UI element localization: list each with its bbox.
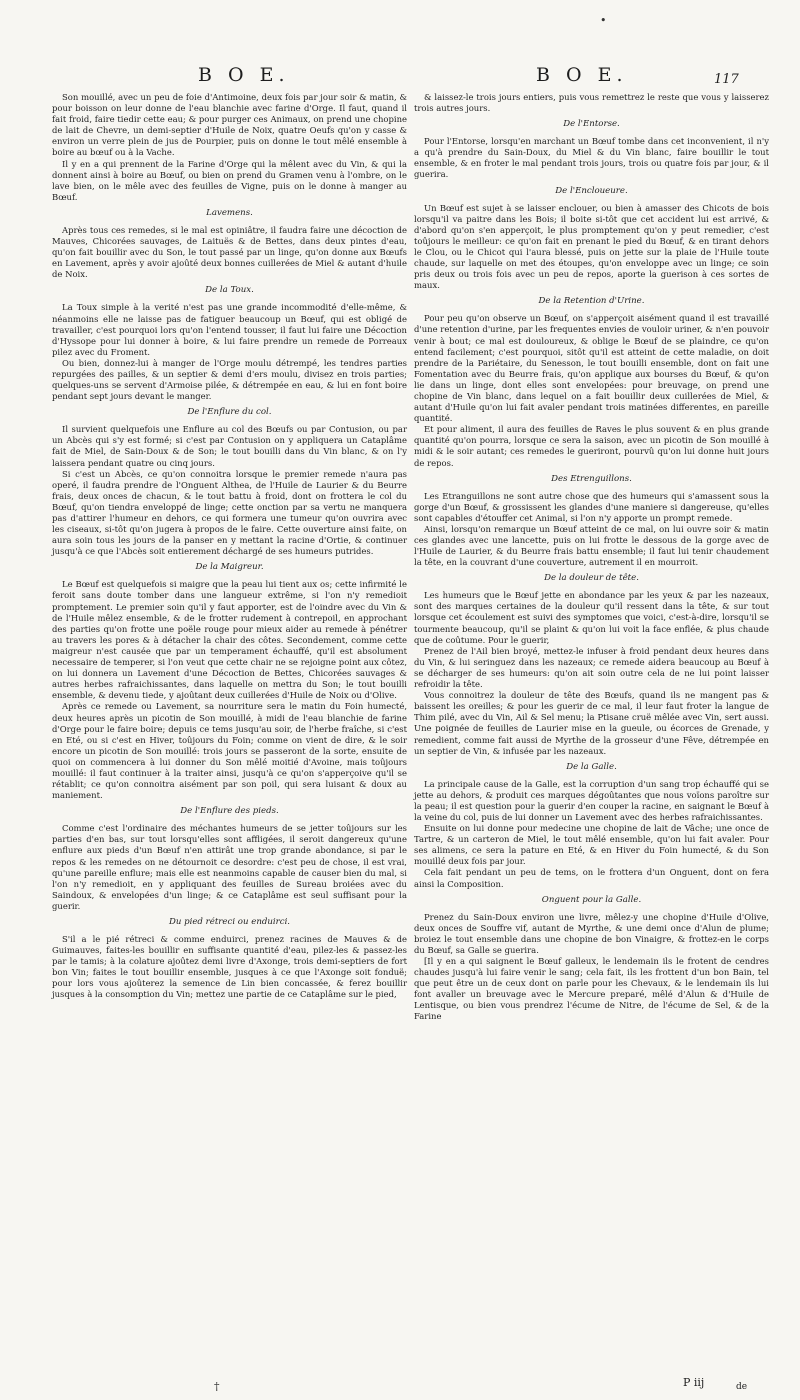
section-heading: De l'Entorse.: [563, 119, 620, 130]
section-heading: De la Retention d'Urine.: [538, 296, 645, 307]
paragraph: Les Etranguillons ne sont autre chose que des humeurs qui s'amassent sous la gorge d'un Bœuf, & grossissent les glandes d'une maniere si dangereuse, qu'elles sont capables d'étouffer cet Animal, si l'on n'y apporte un prompt remede.: [414, 490, 769, 523]
paragraph: Pour peu qu'on observe un Bœuf, on s'apperçoit aisément quand il est travaillé d'une retention d'urine, par les frequentes envies de vouloir uriner, & n'en pouvoir venir à bout; ce mal est douloureux, & oblige le Bœuf de se plaindre, ce qu'on entend facilement; c'est pourquoi, sitôt qu'il est atteint de cette maladie, on doit prendre de la Pariétaire, du Senesson, le tout bouilli ensemble, dont on fait une Fomentation avec du Beurre frais, qu'on applique aux bourses du Bœuf, & qu'on lie dans un linge, dont elles sont envelopées: pour breuvage, on prend une chopine de Vin blanc, dans lequel on a fait bouillir deux cuillerées de Miel, & autant d'Huile qu'on lui fait avaler pendant trois matinées differentes, en pareille quantité.: [414, 313, 769, 424]
paragraph: Le Bœuf est quelquefois si maigre que la peau lui tient aux os; cette infirmité le feroit sans doute tomber dans une langueur extrême, si l'on n'y remedioit promptement. Le premier soin qu'il y faut apporter, est de l'oindre avec du Vin & de l'Huile mêlez ensemble, & de le frotter rudement à contrepoil, en approchant des parties qu'on frotte une poële rouge pour mieux aider au remede à pénétrer au travers les pores & à détacher la chair des côtes. Secondement, comme cette maigreur n'est causée que par un temperament échauffé, qu'il est absolument necessaire de temperer, si l'on veut que cette chair ne se rejoigne point aux côtez, on lui donnera un Lavement d'une Décoction de Bettes, Chicorées sauvages & autres herbes rafraichissantes, dans laquelle on mettra du Son; le tout bouilli ensemble, & devenu tiede, y ajoûtant deux cuillerées d'Huile de Noix ou d'Olive.: [52, 579, 407, 701]
paragraph: Il y en a qui prennent de la Farine d'Orge qui la mêlent avec du Vin, & qui la donnent ainsi à boire au Bœuf, ou bien on prend du Gramen venu à l'ombre, on le lave bien, on le mêle avec des feuilles de Vigne, puis on le donne à manger au Bœuf.: [52, 158, 407, 202]
page-number: 117: [714, 72, 739, 87]
section-heading: Onguent pour la Galle.: [541, 894, 642, 905]
paragraph: Son mouillé, avec un peu de foie d'Antimoine, deux fois par jour soir & matin, & pour boisson on leur donne de l'eau blanchie avec farine d'Orge. Il faut, quand il fait froid, faire tiedir cette eau; & pour purger ces Animaux, on prend une chopine de lait de Chevre, un demi-septier d'Huile de Noix, quatre Oeufs qu'on y casse & environ un verre plein de jus de Pourpier, puis on donne le tout mêlé ensemble à boire au bœuf ou à la Vache.: [52, 92, 407, 158]
section-heading: De la douleur de tête.: [544, 573, 639, 584]
paragraph: Cela fait pendant un peu de tems, on le frottera d'un Onguent, dont on fera ainsi la Composition.: [414, 867, 769, 889]
section-heading: Du pied rétreci ou enduirci.: [168, 917, 291, 927]
paragraph: Ainsi, lorsqu'on remarque un Bœuf atteint de ce mal, on lui ouvre soir & matin ces glandes avec une lancette, puis on lui frotte le dessous de la gorge avec de l'Huile de Laurier, & du Beurre frais battu ensemble; il faut lui tenir chaudement la tête, en la couvrant d'une couverture, autrement il en mourroit.: [414, 523, 769, 568]
section-heading: De la Galle.: [566, 761, 617, 772]
section-heading: De la Toux.: [205, 285, 254, 296]
paragraph: S'il a le pié rétreci & comme enduirci, prenez racines de Mauves & de Guimauves, faites-les bouillir en suffisante quantité d'eau, pilez-les & passez-les par le tamis; à la colature ajoûtez demi livre d'Axonge, trois demi-septiers de fort bon Vin; faites le tout bouillir ensemble, jusques à ce que l'Axonge soit fonduë; pour lors vous ajoûterez la semence de Lin bien concassée, & ferez bouillir jusques à la consomption du Vin; mettez une partie de ce Cataplâme sur le pied,: [52, 934, 407, 1000]
paragraph: & laissez-le trois jours entiers, puis vous remettrez le reste que vous y laisserez trois autres jours.: [414, 92, 769, 114]
paragraph: Il survient quelquefois une Enflure au col des Bœufs ou par Contusion, ou par un Abcès qui s'y est formé; si c'est par Contusion on y appliquera un Cataplâme fait de Miel, de Sain-Doux & de Son; le tout bouilli dans du Vin blanc, & on l'y laissera pendant quatre ou cinq jours.: [52, 424, 407, 468]
paragraph: Ou bien, donnez-lui à manger de l'Orge moulu détrempé, les tendres parties repurgées des pailles, & un septier & demi d'ers moulu, divisez en trois parties; quelques-uns se servent d'Armoise pilée, & détrempée en eau, & lui en font boire pendant sept jours devant le manger.: [52, 357, 407, 402]
paragraph: La principale cause de la Galle, est la corruption d'un sang trop échauffé qui se jette au dehors, & produit ces marques dégoûtantes que nous voïons paroître sur la peau; il est question pour la guerir d'en couper la racine, en saignant le Bœuf à la veine du col, puis de lui donner un Lavement avec des herbes rafraichissantes.: [414, 778, 769, 822]
paragraph: Ensuite on lui donne pour medecine une chopine de lait de Vâche; une once de Tartre, & un carteron de Miel, le tout mêlé ensemble, qu'on lui fait avaler. Pour ses alimens, ce sera la pature en Eté, & en Hiver du Foin humecté, & du Son mouillé deux fois par jour.: [414, 823, 769, 867]
catchword: de: [736, 1382, 748, 1392]
paragraph: La Toux simple à la verité n'est pas une grande incommodité d'elle-même, & néanmoins elle ne laisse pas de fatiguer beaucoup un Bœuf, qui est obligé de travailler, c'est pourquoi lors qu'on l'entend tousser, il faut lui faire une Décoction d'Hyssope pour lui donner à boire, & lui faire prendre un remede de Porreaux pilez avec du Froment.: [52, 302, 407, 357]
paragraph: Un Bœuf est sujet à se laisser enclouer, ou bien à amasser des Chicots de bois lorsqu'il va paitre dans les Bois; il boite si-tôt que cet accident lui est arrivé, & d'abord qu'on s'en apperçoit, le plus promptement qu'on y peut remedier, c'est toûjours le meilleur: ce qu'on fait en prenant le pied du Bœuf, & en tirant dehors le Clou, ou le Chicot qui l'aura blessé, puis on jette sur la plaie de l'Huile toute chaude, sur laquelle on met des étoupes, qu'on enveloppe avec un linge; ce soin pris deux ou trois fois avec un peu de repos, aporte la guerison à ces sortes de maux.: [414, 202, 769, 291]
running-head-left: B O E.: [198, 64, 290, 86]
paragraph: Prenez du Sain-Doux environ une livre, mêlez-y une chopine d'Huile d'Olive, deux onces de Souffre vif, autant de Myrthe, & une demi once d'Alun de plume; broiez le tout ensemble dans une chopine de bon Vinaigre, & frottez-en le corps du Bœuf, sa Galle se guerira.: [414, 911, 769, 955]
bottom-ornament-mark: †: [214, 1380, 220, 1393]
paragraph: Après tous ces remedes, si le mal est opiniâtre, il faudra faire une décoction de Mauves, Chicorées sauvages, de Laituës & de Bettes, dans deux pintes d'eau, qu'on fait bouillir avec du Son, le tout passé par un linge, qu'on donne aux Bœufs en Lavement, après y avoir ajoûté deux bonnes cuillerées de Miel & autant d'huile de Noix.: [52, 224, 407, 280]
section-heading: De l'Enflure du col.: [187, 407, 272, 418]
paragraph: [Il y en a qui saignent le Bœuf galleux, le lendemain ils le frotent de cendres chaudes jusqu'à lui faire venir le sang; cela fait, ils les frottent d'un bon Bain, tel que peut être un de ceux dont on parle pour les Chevaux, & le lendemain ils lui font avaller un breuvage avec le Mercure preparé, mêlé d'Alun & d'Huile de Lentisque, ou bien vous prendrez l'écume de Nitre, de l'écume de Sel, & de la Farine: [414, 956, 769, 1022]
paragraph: Les humeurs que le Bœuf jette en abondance par les yeux & par les nazeaux, sont des marques certaines de la douleur qu'il ressent dans la tête, & sur tout lorsque cet écoulement est suivi des symptomes que voici, c'est-à-dire, lorsqu'il se tourmente beaucoup, qu'il se plaint & qu'on lui voit la face enflée, & plus chaude que de coûtume. Pour le guerir,: [414, 590, 769, 645]
paragraph: Comme c'est l'ordinaire des méchantes humeurs de se jetter toûjours sur les parties d'en bas, sur tout lorsqu'elles sont affligées, il seroit dangereux qu'une enflure aux pieds d'un Bœuf n'en attirât une trop grande abondance, si par le repos & les remedes on ne détournoit ce desordre: c'est peu de chose, il est vrai, qu'une pareille enflure; mais elle est neanmoins capable de causer bien du mal, si l'on n'y remedioit, en y appliquant des feuilles de Sureau broiées avec du Saindoux, & envelopées d'un linge; & ce Cataplâme est seul suffisant pour la guerir.: [52, 823, 407, 911]
top-ornament-mark: •: [600, 14, 607, 27]
left-text-column: [52, 92, 407, 1001]
right-text-column: [414, 92, 769, 1023]
section-heading: Des Etrenguillons.: [551, 473, 632, 484]
running-head-right: B O E.: [536, 64, 628, 86]
section-heading: Lavemens.: [206, 207, 253, 218]
paragraph: Si c'est un Abcès, ce qu'on connoitra lorsque le premier remede n'aura pas operé, il faudra prendre de l'Onguent Althea, de l'Huile de Laurier & du Beurre frais, deux onces de chacun, & le tout battu à froid, dont on frottera le col du Bœuf, qu'on tiendra enveloppé de linge; cette onction par sa vertu ne manquera pas d'attirer l'humeur en dehors, ce qui formera une tumeur qu'on ouvrira avec les ciseaux, si-tôt qu'on jugera à propos de le faire. Cette ouverture ainsi faite, on aura soin tous les jours de la panser en y mettant la racine d'Ortie, & continuer jusqu'à ce que l'Abcès soit entierement déchargé de ses humeurs putrides.: [52, 468, 407, 557]
paragraph: Et pour aliment, il aura des feuilles de Raves le plus souvent & en plus grande quantité qu'on pourra, lorsque ce sera la saison, avec un picotin de Son mouillé à midi & le soir autant; ces remedes le gueriront, pourvû qu'on lui donne huit jours de repos.: [414, 424, 769, 468]
section-heading: De la Maigreur.: [195, 562, 264, 573]
section-heading: De l'Encloueure.: [555, 185, 628, 196]
paragraph: Après ce remede ou Lavement, sa nourriture sera le matin du Foin humecté, deux heures après un picotin de Son mouillé, à midi de l'eau blanchie de farine d'Orge pour le faire boire; depuis ce tems jusqu'au soir, de l'herbe fraîche, si c'est en Eté, ou si c'est en Hiver, toûjours du Foin; comme on vient de dire, & le soir encore un picotin de Son mouillé: trois jours se passeront de la sorte, ensuite de quoi on commencera à lui donner du Son mêlé moitié d'Avoine, mais toûjours mouillé: il faut continuer à la traiter ainsi, jusqu'à ce qu'on s'apperçoive qu'il se rétablit; ce qu'on connoitra aisément par son poil, qui sera luisant & doux au maniement.: [52, 701, 407, 801]
signature-mark: P iij: [683, 1376, 705, 1389]
section-heading: De l'Enflure des pieds.: [180, 806, 279, 817]
paragraph: Pour l'Entorse, lorsqu'en marchant un Bœuf tombe dans cet inconvenient, il n'y a qu'à prendre du Sain-Doux, du Miel & du Vin blanc, faire bouillir le tout ensemble, & en froter le mal pendant trois jours, trois ou quatre fois par jour, & il guerira.: [414, 136, 769, 180]
paragraph: Prenez de l'Ail bien broyé, mettez-le infuser à froid pendant deux heures dans du Vin, & lui seringuez dans les nazeaux; ce remede aidera beaucoup au Bœuf à se décharger de ses humeurs: qu'on ait soin outre cela de ne lui point laisser refroidir la tête.: [414, 645, 769, 690]
paragraph: Vous connoitrez la douleur de tête des Bœufs, quand ils ne mangent pas & baissent les oreilles; & pour les guerir de ce mal, il leur faut froter la langue de Thim pilé, avec du Vin, Ail & Sel menu; la Ptisane cruë mêlée avec Vin, sert aussi. Une poignée de feuilles de Laurier mise en la gueule, ou écorces de Grenade, y remedient, comme fait aussi de Myrthe de la grosseur d'une Fêve, détrempée en un septier de Vin, & infusée par les nazeaux.: [414, 690, 769, 756]
